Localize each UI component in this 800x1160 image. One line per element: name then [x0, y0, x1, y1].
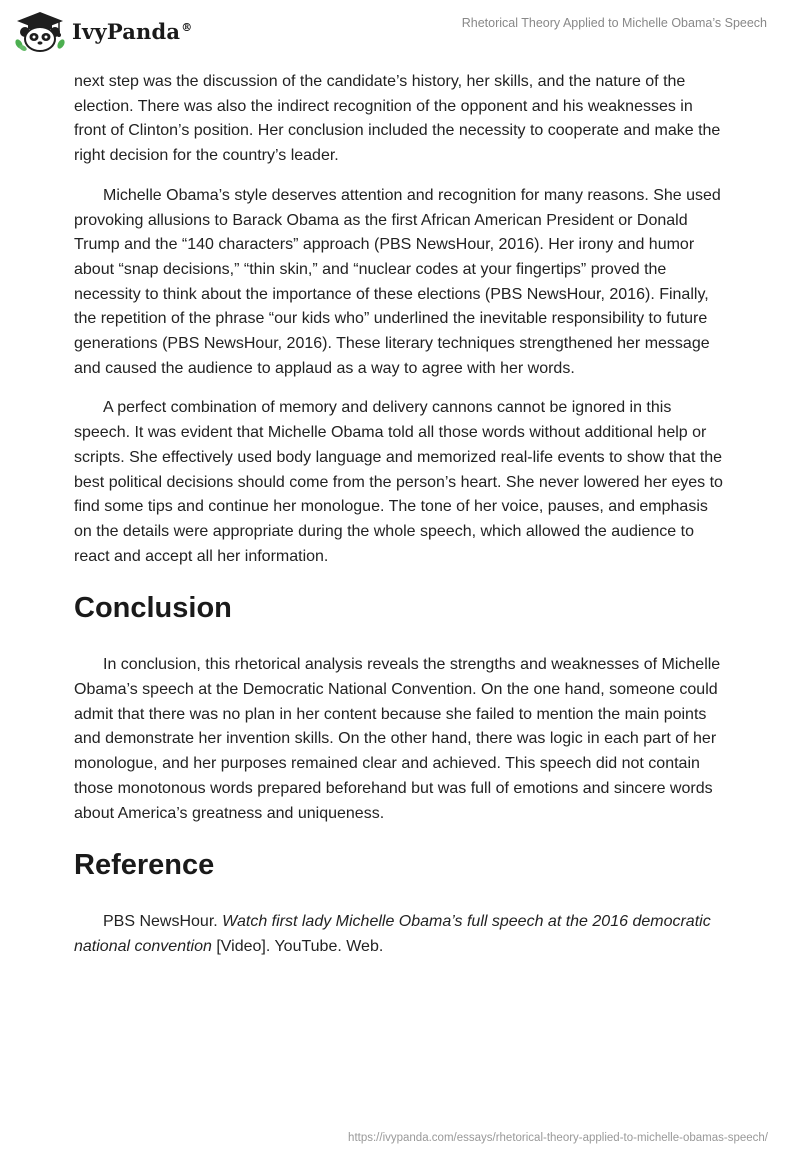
reference-entry — [74, 910, 726, 959]
conclusion-paragraph: In conclusion, this rhetorical analysis reveals the strengths and weaknesses of Michelle Obama’s speech at the Democratic National Convention. On the one hand, someone could admit that there was no plan in her content because she failed to mention the main points and demonstrate her invention skills. On the other hand, there was logic in each part of her monologue, and her purposes remained clear and achieved. This speech did not contain those monotonous words prepared beforehand but was full of emotions and sincere words about America’s greatness and uniqueness. — [74, 656, 721, 822]
reference-author: PBS NewsHour. — [103, 913, 223, 931]
document-title: Rhetorical Theory Applied to Michelle Obama’s Speech — [461, 16, 767, 30]
page-header — [0, 0, 800, 66]
logo-text: IvyPanda® — [72, 18, 193, 44]
ivypanda-logo[interactable] — [14, 10, 192, 52]
reference-heading: Reference — [74, 849, 215, 882]
panda-graduation-icon — [14, 10, 66, 52]
conclusion-heading: Conclusion — [74, 592, 232, 625]
paragraph-3: A perfect combination of memory and delivery cannons cannot be ignored in this speech. It was evident that Michelle Obama told all those words without additional help or scripts. She effectively used body language and memorized real-life events to show that the best political decisions should come from the person’s heart. She never lowered her eyes to find some tips and continue her monologue. The tone of her voice, pauses, and emphasis on the details were appropriate during the whole speech, which allowed the audience to react and accept all her information. — [74, 399, 723, 565]
reference-source: [Video]. YouTube. Web. — [211, 937, 384, 955]
essay-content — [74, 70, 726, 975]
registered-mark: ® — [181, 20, 193, 34]
reference-title: Watch first lady Michelle Obama’s full speech at the 2016 democratic national convention — [74, 913, 711, 955]
footer-url[interactable]: https://ivypanda.com/essays/rhetorical-theory-applied-to-michelle-obamas-speech/ — [348, 1132, 768, 1144]
paragraph-2: Michelle Obama’s style deserves attention and recognition for many reasons. She used provoking allusions to Barack Obama as the first African American President or Donald Trump and the “140 characters” approach (PBS NewsHour, 2016). Her irony and humor about “snap decisions,” “thin skin,” and “nuclear codes at your fingertips” proved the necessity to think about the importance of these elections (PBS NewsHour, 2016). Finally, the repetition of the phrase “our kids who” underlined the inevitable responsibility to future generations (PBS NewsHour, 2016). These literary techniques strengthened her message and caused the audience to applaud as a way to agree with her words. — [74, 186, 721, 377]
paragraph-1: next step was the discussion of the candidate’s history, her skills, and the nature of the election. There was also the indirect recognition of the opponent and his weaknesses in front of Clinton’s position. Her conclusion included the necessity to cooperate and make the right decision for the country’s leader. — [74, 73, 721, 165]
